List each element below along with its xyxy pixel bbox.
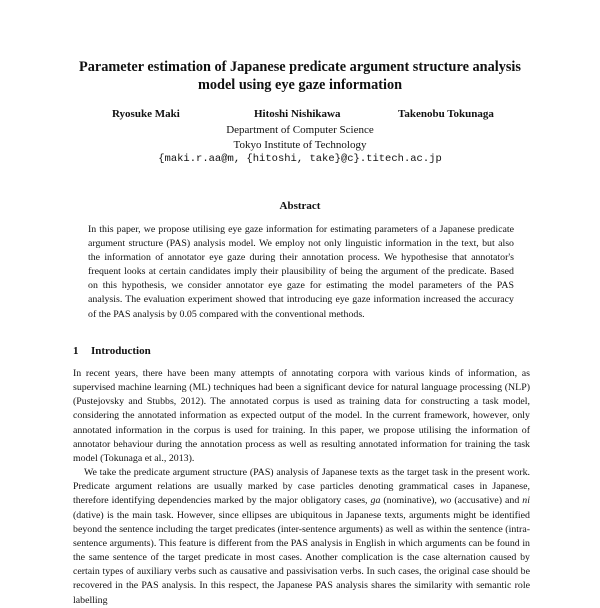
abstract-text: In this paper, we propose utilising eye gaze information for estimating parameters of a Japanese predicate argument structure (PAS) analysis model. We employ not only linguistic information in the text, but also the information of annotator eye gaze during their annotation process. We hypothesise that annotator's frequent looks at certain candidates imply their plausibility of being the argument of the predicate. Based on this hypothesis, we consider annotator eye gaze for estimating the model parameters of the PAS analysis. The evaluation experiment showed that introducing eye gaze information increased the accuracy of the PAS analysis by 0.05 compared with the conventional methods. [88,224,514,320]
section-title: Introduction [91,345,151,357]
para2-part-a: We take the predicate argument structure (PAS) analysis of Japanese texts as the target task in the present work. Predicate argument relations are usually marked by case particles denoting grammatical cases in Japanese, therefore identifying dependencies marked by the major obligatory cases, [73,467,530,507]
title-line-2: model using eye gaze information [197,77,403,93]
author-1: Ryosuke Maki [112,108,180,120]
section-body [73,367,530,608]
para2-part-c: (accusative) and [451,495,523,507]
institute: Tokyo Institute of Technology [233,138,367,151]
abstract-body [88,223,514,322]
paper-title [60,58,540,94]
case-ni: ni [522,495,530,507]
title-line-1: Parameter estimation of Japanese predicate argument structure analysis [79,59,521,75]
section-heading [73,345,151,357]
department: Department of Computer Science [226,124,374,136]
paragraph-2 [73,466,530,608]
abstract-heading: Abstract [279,200,321,212]
author-list [0,108,600,124]
para2-part-b: (nominative), [380,495,440,507]
author-2: Hitoshi Nishikawa [254,108,341,120]
author-3: Takenobu Tokunaga [398,108,494,120]
section-number: 1 [73,345,79,357]
affiliation [0,123,600,167]
paragraph-1: In recent years, there have been many attempts of annotating corpora with various kinds of information, as supervised machine learning (ML) techniques had been a significant device for natural language processing (NLP) (Pustejovsky and Stubbs, 2012). The annotated corpus is used as training data for constructing a task model, considering the annotated information as expected output of the model. In the current framework, however, only annotated information in the corpus is used for training. In this paper, we propose utilising the information of annotator behaviour during the annotation process as well as resulting annotated information for training the task model (Tokunaga et al., 2013). [73,368,530,464]
case-wo: wo [439,495,452,507]
email: {maki.r.aa@m, {hitoshi, take}@c}.titech.ac.jp [158,153,442,165]
para2-part-d: (dative) is the main task. However, since ellipses are ubiquitous in Japanese texts, arguments might be identified beyond the sentence including the target predicates (inter-sentence arguments) as well as within the sentence (intra-sentence arguments). This feature is different from the PAS analysis in English in which arguments can be found in the same sentence of the target predicate in most cases. Another complication is the case alternation caused by certain types of auxiliary verbs such as causative and passivisation verbs. In such cases, the original case should be recovered in the PAS analysis. In this respect, the Japanese PAS analysis shares the similarity with semantic role labelling [73,509,530,606]
case-ga: ga [370,495,381,507]
